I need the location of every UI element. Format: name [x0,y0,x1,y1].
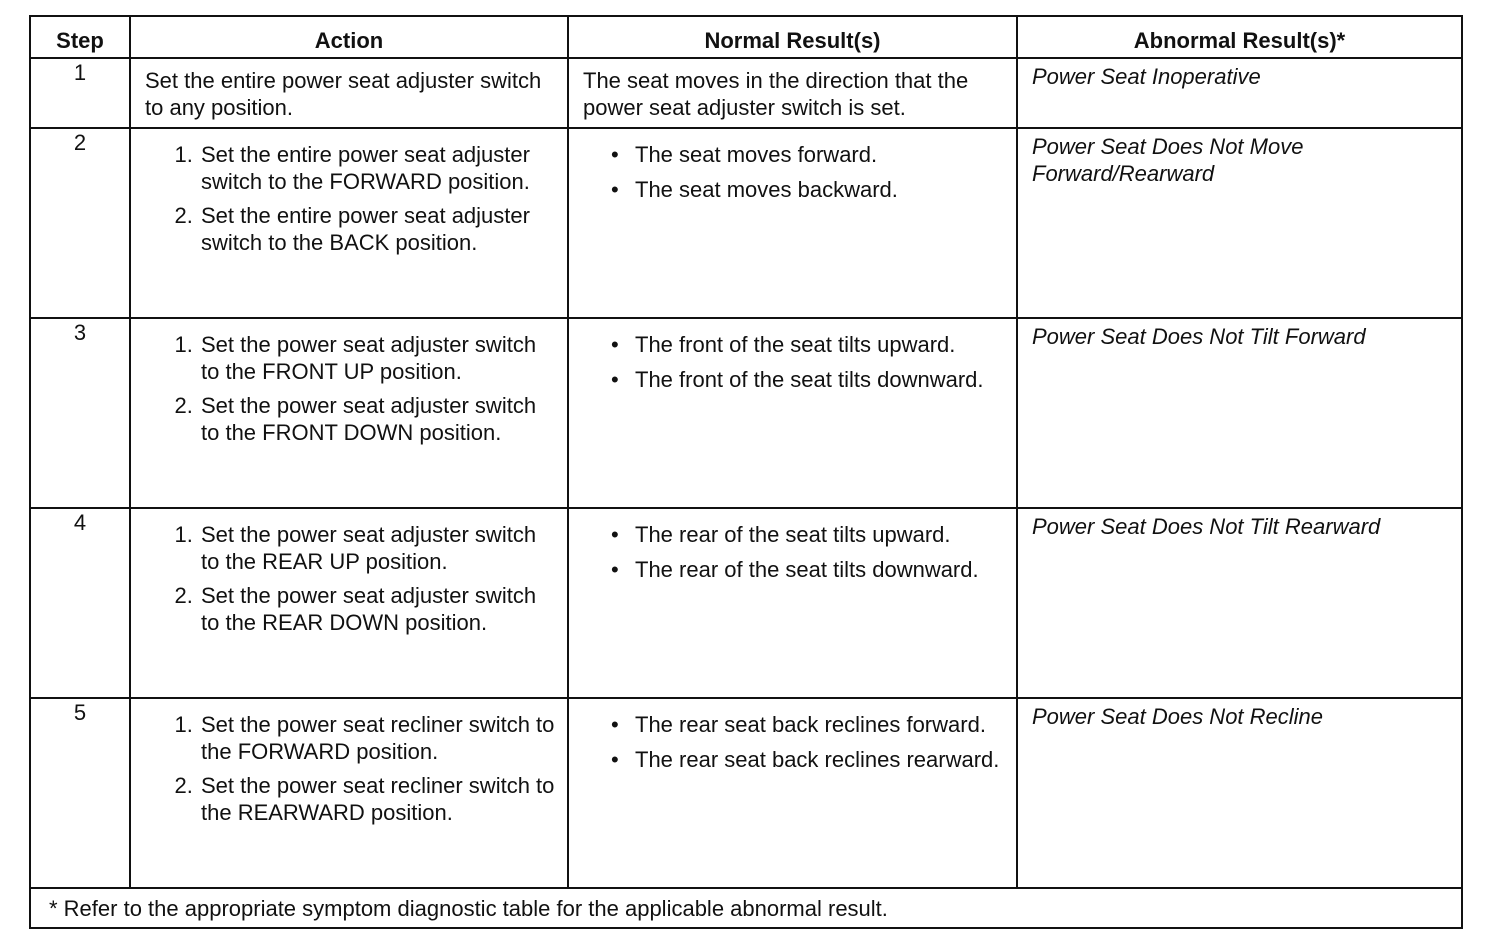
normal-result-item: • The seat moves backward. [635,176,1004,203]
action-list [143,141,555,256]
action-item: 1. Set the power seat adjuster switch to the FRONT UP position. [199,331,555,385]
normal-result-cell: The seat moves in the direction that the power seat adjuster switch is set. [568,58,1017,128]
table-row [30,698,1462,888]
normal-result-cell [568,128,1017,318]
step-number: 3 [30,318,130,508]
abnormal-result-cell: Power Seat Does Not Recline [1017,698,1462,888]
normal-result-item: • The rear of the seat tilts downward. [635,556,1004,583]
normal-result-cell [568,318,1017,508]
header-action: Action [130,16,568,58]
action-item: 2. Set the power seat adjuster switch to the FRONT DOWN position. [199,392,555,446]
table-row [30,58,1462,128]
action-cell [130,318,568,508]
normal-result-item: • The front of the seat tilts downward. [635,366,1004,393]
header-row [30,16,1462,58]
normal-result-item: • The rear seat back reclines forward. [635,711,1004,738]
action-item: 1. Set the power seat recliner switch to the FORWARD position. [199,711,555,765]
step-number: 1 [30,58,130,128]
diagnostic-table-sheet [29,15,1461,929]
step-number: 2 [30,128,130,318]
header-step: Step [30,16,130,58]
header-normal-results: Normal Result(s) [568,16,1017,58]
normal-result-list [587,331,1004,393]
action-list [143,711,555,826]
step-number: 5 [30,698,130,888]
action-item: 1. Set the power seat adjuster switch to the REAR UP position. [199,521,555,575]
action-list [143,331,555,446]
header-abnormal-results: Abnormal Result(s)* [1017,16,1462,58]
table-row [30,128,1462,318]
normal-result-item: • The rear of the seat tilts upward. [635,521,1004,548]
normal-result-cell [568,698,1017,888]
footnote-row [30,888,1462,928]
action-cell [130,128,568,318]
normal-result-list [587,141,1004,203]
action-item: 1. Set the entire power seat adjuster switch to the FORWARD position. [199,141,555,195]
normal-result-list [587,521,1004,583]
normal-result-item: • The rear seat back reclines rearward. [635,746,1004,773]
table-row [30,318,1462,508]
action-item: 2. Set the entire power seat adjuster switch to the BACK position. [199,202,555,256]
abnormal-result-cell: Power Seat Does Not Tilt Forward [1017,318,1462,508]
action-item: 2. Set the power seat adjuster switch to the REAR DOWN position. [199,582,555,636]
normal-result-list [587,711,1004,773]
diagnostic-table [29,15,1463,929]
abnormal-result-cell: Power Seat Does Not Move Forward/Rearward [1017,128,1462,318]
step-number: 4 [30,508,130,698]
action-item: 2. Set the power seat recliner switch to the REARWARD position. [199,772,555,826]
abnormal-result-cell: Power Seat Does Not Tilt Rearward [1017,508,1462,698]
action-cell [130,698,568,888]
footnote: * Refer to the appropriate symptom diagnostic table for the applicable abnormal result. [30,888,1462,928]
normal-result-cell [568,508,1017,698]
action-cell [130,508,568,698]
action-list [143,521,555,636]
normal-result-item: • The seat moves forward. [635,141,1004,168]
abnormal-result-cell: Power Seat Inoperative [1017,58,1462,128]
table-row [30,508,1462,698]
action-cell: Set the entire power seat adjuster switch to any position. [130,58,568,128]
normal-result-item: • The front of the seat tilts upward. [635,331,1004,358]
